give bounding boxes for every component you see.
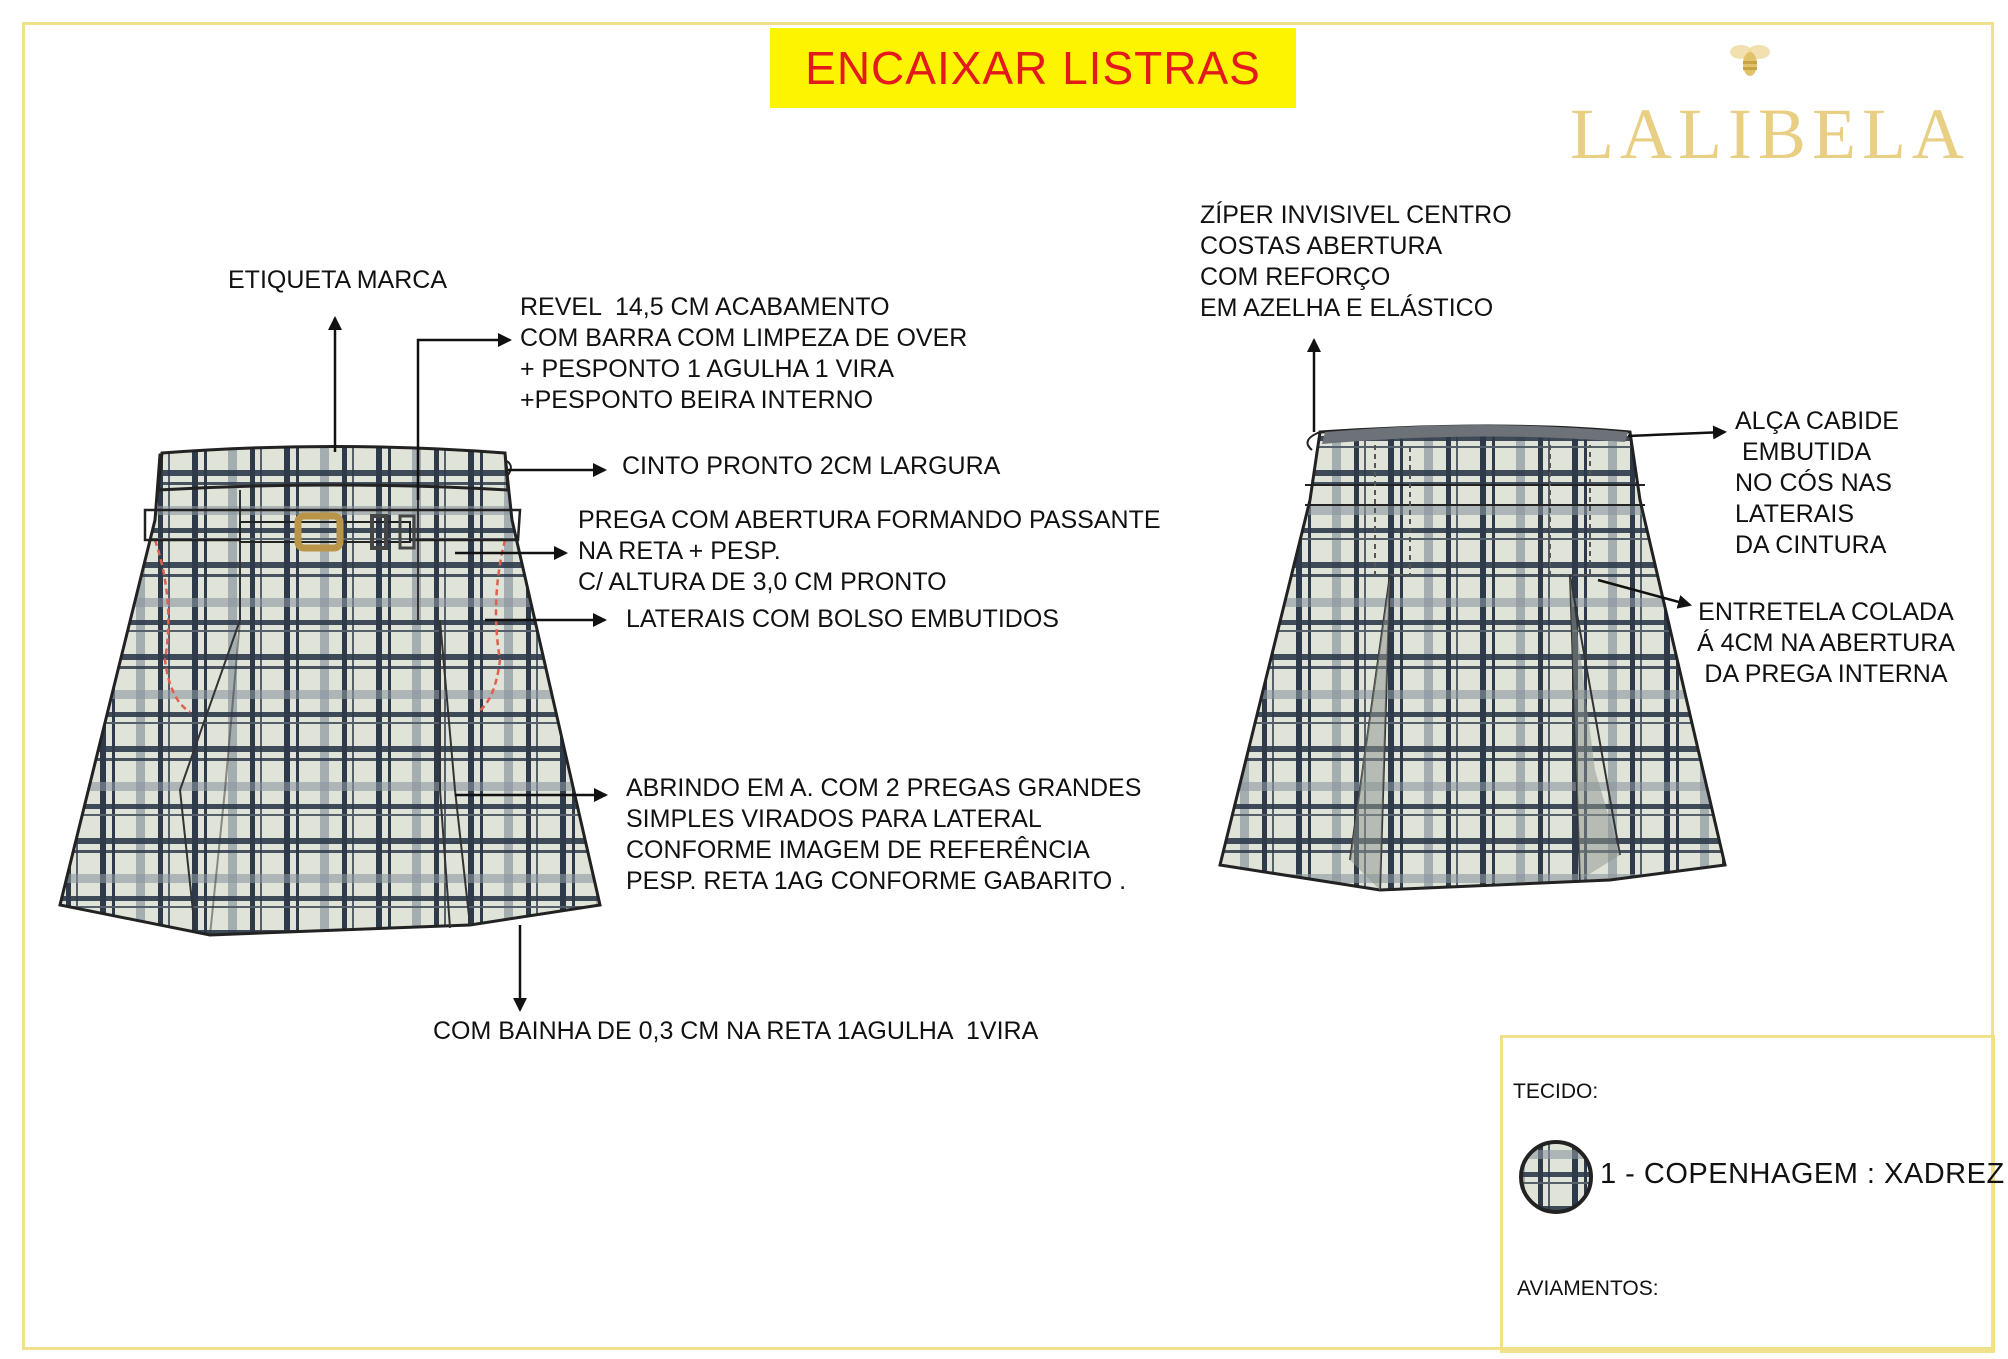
note-entretela: ENTRETELA COLADA Á 4CM NA ABERTURA DA PREGA INTERNA <box>1697 598 1955 688</box>
note-abrindo: ABRINDO EM A. COM 2 PREGAS GRANDES SIMPLES VIRADOS PARA LATERAL CONFORME IMAGEM DE REFERÊNCIA PESP. RETA 1AG CONFORME GABARITO . <box>626 774 1142 895</box>
note-bainha: COM BAINHA DE 0,3 CM NA RETA 1AGULHA 1VIRA <box>433 1017 1039 1045</box>
front-skirt <box>60 447 600 936</box>
brand-name: LALIBELA <box>1570 94 1970 174</box>
note-prega: PREGA COM ABERTURA FORMANDO PASSANTE NA RETA + PESP. C/ ALTURA DE 3,0 CM PRONTO <box>578 506 1161 596</box>
fabric-name: 1 - COPENHAGEM : XADREZ <box>1600 1158 2005 1190</box>
note-laterais: LATERAIS COM BOLSO EMBUTIDOS <box>626 605 1059 633</box>
note-alca: ALÇA CABIDE EMBUTIDA NO CÓS NAS LATERAIS DA CINTURA <box>1735 407 1899 559</box>
title-banner: ENCAIXAR LISTRAS <box>770 28 1296 108</box>
note-revel: REVEL 14,5 CM ACABAMENTO COM BARRA COM LIMPEZA DE OVER + PESPONTO 1 AGULHA 1 VIRA +PESPONTO BEIRA INTERNO <box>520 293 968 414</box>
aviamentos-label: AVIAMENTOS: <box>1517 1277 1659 1300</box>
note-etiqueta: ETIQUETA MARCA <box>228 266 448 294</box>
front-waistband <box>158 447 508 491</box>
note-cinto: CINTO PRONTO 2CM LARGURA <box>622 452 1001 480</box>
back-skirt-body <box>1220 426 1725 890</box>
tecido-label: TECIDO: <box>1513 1080 1599 1103</box>
note-ziper: ZÍPER INVISIVEL CENTRO COSTAS ABERTURA COM REFORÇO EM AZELHA E ELÁSTICO <box>1200 201 1512 322</box>
back-skirt <box>1220 425 1725 890</box>
